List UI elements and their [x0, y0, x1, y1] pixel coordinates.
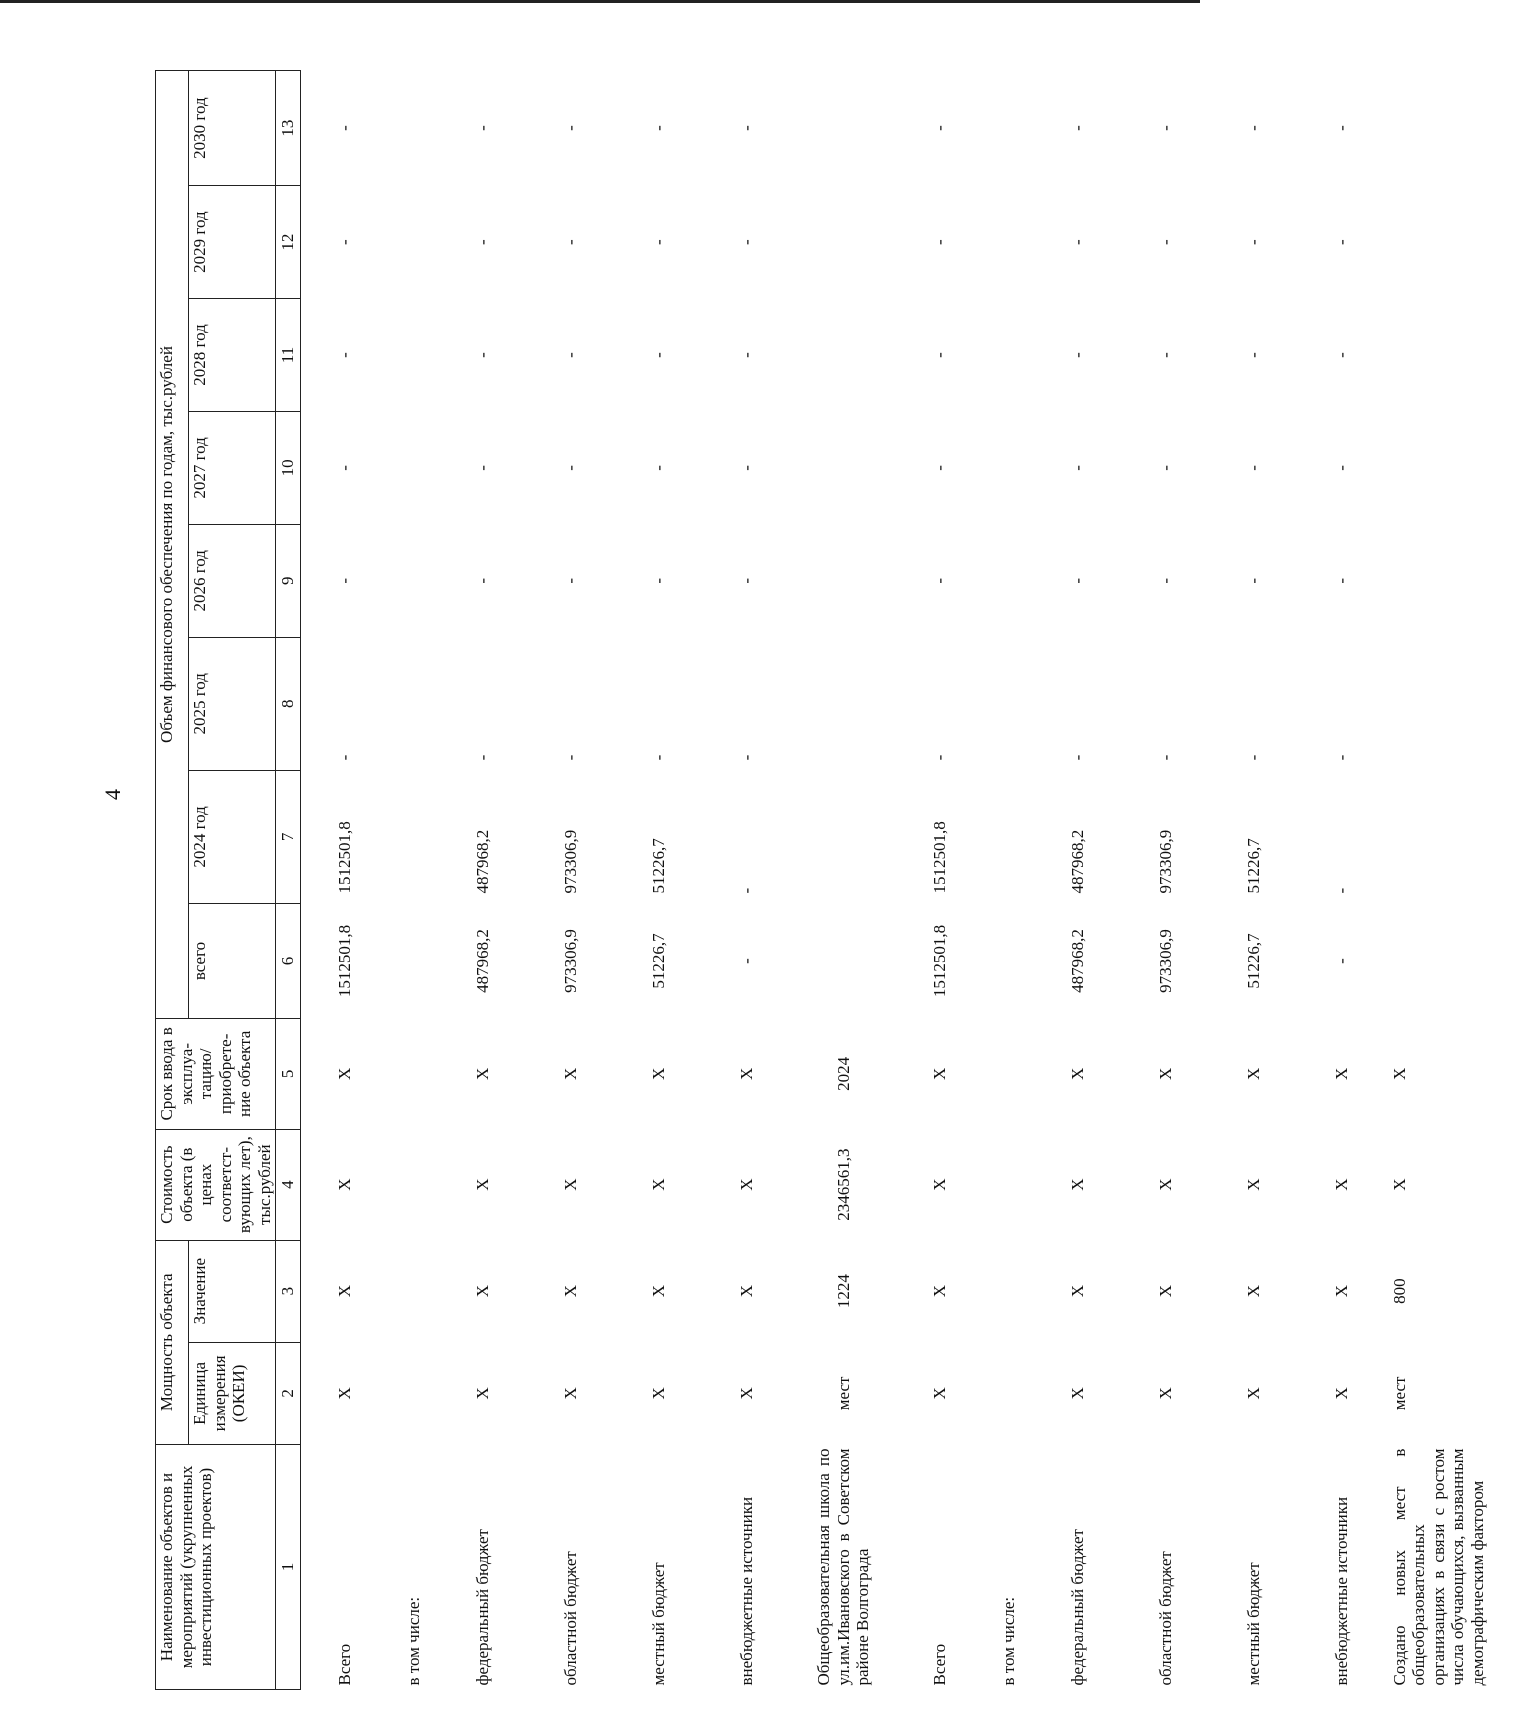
- row-2024: [791, 770, 896, 903]
- row-total: 973306,9: [561, 929, 581, 993]
- column-number: 13: [276, 71, 301, 186]
- row-value: X: [335, 1285, 355, 1298]
- row-unit: X: [1068, 1387, 1088, 1400]
- row-value: [389, 1240, 439, 1342]
- table-row: [1034, 71, 1122, 1690]
- row-2026: -: [649, 577, 669, 584]
- row-2024: [1386, 770, 1515, 903]
- column-number: 12: [276, 186, 301, 299]
- table-row: [984, 71, 1034, 1690]
- table-row: [527, 71, 615, 1690]
- row-deadline: X: [1389, 1067, 1409, 1081]
- row-2029: -: [1244, 239, 1264, 245]
- row-total: [389, 903, 439, 1018]
- row-2027: -: [649, 465, 669, 471]
- table-row: [439, 71, 527, 1690]
- row-2029: -: [737, 239, 757, 245]
- row-name: областной бюджет: [1156, 1551, 1176, 1686]
- header-year-2024: 2024 год: [189, 770, 276, 903]
- rotated-table-page: [155, 70, 1488, 1690]
- row-2028: [1386, 299, 1515, 412]
- row-name: областной бюджет: [561, 1551, 581, 1686]
- row-2030: -: [561, 125, 581, 131]
- row-cost: [984, 1129, 1034, 1240]
- row-2030: -: [1244, 125, 1264, 131]
- row-2024: [389, 770, 439, 903]
- row-2024: 973306,9: [1156, 829, 1176, 894]
- row-2028: -: [1068, 352, 1088, 358]
- row-2030: -: [473, 125, 493, 131]
- row-value: X: [737, 1285, 757, 1298]
- row-name: местный бюджет: [649, 1562, 669, 1686]
- row-2030: [984, 71, 1034, 186]
- row-2028: -: [649, 352, 669, 358]
- row-name: Всего: [335, 1643, 355, 1686]
- row-2027: -: [335, 465, 355, 471]
- row-deadline: [984, 1019, 1034, 1130]
- row-unit: X: [473, 1387, 493, 1400]
- header-object-name: Наименование объектов и мероприятий (укрупненных инвестиционных проектов): [156, 1445, 276, 1690]
- row-name: внебюджетные источники: [737, 1496, 757, 1686]
- header-row-1: [156, 71, 189, 1690]
- row-2028: [984, 299, 1034, 412]
- row-total: 1512501,8: [930, 924, 950, 998]
- row-2025: -: [1156, 754, 1176, 761]
- header-year-2026: 2026 год: [189, 524, 276, 637]
- column-number: 8: [276, 637, 301, 770]
- row-2030: -: [649, 125, 669, 131]
- row-deadline: X: [473, 1067, 493, 1081]
- row-2027: [984, 411, 1034, 524]
- column-number: 7: [276, 770, 301, 903]
- row-2028: -: [561, 352, 581, 358]
- row-2024: -: [1332, 887, 1352, 894]
- row-2026: -: [473, 577, 493, 584]
- row-2030: -: [1156, 125, 1176, 131]
- row-unit: X: [1156, 1387, 1176, 1400]
- row-2024: 487968,2: [473, 829, 493, 894]
- row-2027: -: [1156, 465, 1176, 471]
- row-2025: -: [1068, 754, 1088, 761]
- page-top-border: [0, 0, 1200, 3]
- row-2028: [389, 299, 439, 412]
- column-number: 11: [276, 299, 301, 412]
- row-total: 487968,2: [473, 929, 493, 993]
- row-2028: -: [1244, 352, 1264, 358]
- row-deadline: X: [930, 1067, 950, 1081]
- column-number: 1: [276, 1445, 301, 1690]
- row-cost: X: [1389, 1178, 1409, 1191]
- row-2026: -: [1244, 577, 1264, 584]
- row-unit: X: [561, 1387, 581, 1400]
- page-number: 4: [100, 789, 125, 800]
- row-2028: -: [1332, 352, 1352, 358]
- row-2026: -: [335, 577, 355, 584]
- row-total: 973306,9: [1156, 929, 1176, 993]
- table-row: [615, 71, 703, 1690]
- row-2025: -: [930, 754, 950, 761]
- header-year-2030: 2030 год: [189, 71, 276, 186]
- row-name: Общеобразовательная школа по ул.им.Ивановского в Советском районе Волгограда: [814, 1448, 873, 1686]
- header-deadline: Срок ввода в эксплуа-тацию/ приобрете-ние объекта: [156, 1019, 276, 1130]
- row-2024: 973306,9: [561, 829, 581, 894]
- row-unit: [984, 1342, 1034, 1444]
- row-2025: -: [335, 754, 355, 761]
- header-total: всего: [189, 903, 276, 1018]
- row-unit: мест: [1389, 1376, 1409, 1411]
- header-year-2028: 2028 год: [189, 299, 276, 412]
- column-number: 6: [276, 903, 301, 1018]
- row-total: 487968,2: [1068, 929, 1088, 993]
- row-name: федеральный бюджет: [473, 1529, 493, 1686]
- row-cost: 2346561,3: [833, 1148, 853, 1221]
- row-name: в том числе:: [999, 1596, 1019, 1686]
- row-value: X: [1156, 1285, 1176, 1298]
- table-row: [896, 71, 984, 1690]
- row-name: федеральный бюджет: [1068, 1529, 1088, 1686]
- column-number: 4: [276, 1129, 301, 1240]
- row-value: X: [1332, 1285, 1352, 1298]
- row-total: [1386, 903, 1515, 1018]
- header-year-2027: 2027 год: [189, 411, 276, 524]
- row-2029: [1386, 186, 1515, 299]
- row-2026: [389, 524, 439, 637]
- row-2027: -: [473, 465, 493, 471]
- row-2027: [389, 411, 439, 524]
- row-2029: -: [561, 239, 581, 245]
- row-2028: -: [1156, 352, 1176, 358]
- row-2030: -: [1068, 125, 1088, 131]
- row-2028: -: [930, 352, 950, 358]
- row-2026: [791, 524, 896, 637]
- row-total: 51226,7: [1244, 933, 1264, 989]
- row-2025: [1386, 637, 1515, 770]
- row-cost: X: [1068, 1178, 1088, 1191]
- column-number: 3: [276, 1240, 301, 1342]
- column-number: 10: [276, 411, 301, 524]
- row-value: 800: [1389, 1278, 1409, 1304]
- row-cost: X: [737, 1178, 757, 1191]
- row-cost: X: [561, 1178, 581, 1191]
- row-2027: -: [737, 465, 757, 471]
- row-total: 1512501,8: [335, 924, 355, 998]
- column-number: 2: [276, 1342, 301, 1444]
- row-name: в том числе:: [404, 1596, 424, 1686]
- column-number: 9: [276, 524, 301, 637]
- row-value: 1224: [833, 1274, 853, 1309]
- row-2030: -: [930, 125, 950, 131]
- row-total: -: [737, 958, 757, 964]
- table-row: [1210, 71, 1298, 1690]
- row-2024: -: [737, 887, 757, 894]
- row-2028: [791, 299, 896, 412]
- row-2027: -: [1068, 465, 1088, 471]
- row-2027: -: [561, 465, 581, 471]
- row-value: X: [1244, 1285, 1264, 1298]
- row-deadline: X: [335, 1067, 355, 1081]
- row-2030: -: [1332, 125, 1352, 131]
- row-2028: -: [473, 352, 493, 358]
- row-2028: -: [737, 352, 757, 358]
- row-name: внебюджетные источники: [1332, 1496, 1352, 1686]
- row-2024: [984, 770, 1034, 903]
- row-unit: мест: [833, 1376, 853, 1411]
- row-cost: X: [649, 1178, 669, 1191]
- row-2026: -: [1332, 577, 1352, 584]
- row-2029: [984, 186, 1034, 299]
- row-2029: -: [930, 239, 950, 245]
- row-name: Создано новых мест в общеобразовательных организациях в связи с ростом числа обучающихся, вызванным демографическим фактором: [1389, 1448, 1488, 1686]
- table-row: [1122, 71, 1210, 1690]
- row-cost: X: [930, 1178, 950, 1191]
- row-2030: [1386, 71, 1515, 186]
- row-2029: -: [1156, 239, 1176, 245]
- row-2029: -: [649, 239, 669, 245]
- row-value: X: [473, 1285, 493, 1298]
- header-funding: Объем финансового обеспечения по годам, тыс.рублей: [156, 71, 189, 1019]
- header-value: Значение: [189, 1240, 276, 1342]
- table-row: [389, 71, 439, 1690]
- row-2028: -: [335, 352, 355, 358]
- row-2029: [389, 186, 439, 299]
- row-unit: X: [1332, 1387, 1352, 1400]
- row-2030: [389, 71, 439, 186]
- row-unit: [389, 1342, 439, 1444]
- row-2026: -: [930, 577, 950, 584]
- row-2027: [791, 411, 896, 524]
- row-deadline: [389, 1019, 439, 1130]
- row-2025: [791, 637, 896, 770]
- header-year-2025: 2025 год: [189, 637, 276, 770]
- row-cost: [389, 1129, 439, 1240]
- table-row: [1386, 71, 1515, 1690]
- row-cost: X: [473, 1178, 493, 1191]
- row-2027: -: [930, 465, 950, 471]
- row-2029: -: [335, 239, 355, 245]
- row-2026: [984, 524, 1034, 637]
- row-2024: 1512501,8: [930, 821, 950, 894]
- row-2027: [1386, 411, 1515, 524]
- row-value: X: [930, 1285, 950, 1298]
- row-2030: -: [335, 125, 355, 131]
- row-2024: 51226,7: [649, 838, 669, 894]
- row-2025: -: [561, 754, 581, 761]
- row-deadline: 2024: [833, 1056, 853, 1091]
- row-2025: [984, 637, 1034, 770]
- row-2024: 1512501,8: [335, 821, 355, 894]
- row-2027: -: [1244, 465, 1264, 471]
- header-cost: Стоимость объекта (в ценах соответст-вующих лет), тыс.рублей: [156, 1129, 276, 1240]
- row-2025: -: [473, 754, 493, 761]
- header-year-2029: 2029 год: [189, 186, 276, 299]
- row-2024: 51226,7: [1244, 838, 1264, 894]
- row-total: [791, 903, 896, 1018]
- column-number: 5: [276, 1019, 301, 1130]
- row-2029: [791, 186, 896, 299]
- row-2025: -: [1244, 754, 1264, 761]
- row-cost: X: [1244, 1178, 1264, 1191]
- row-unit: X: [335, 1387, 355, 1400]
- row-unit: X: [649, 1387, 669, 1400]
- row-cost: X: [335, 1178, 355, 1191]
- row-deadline: X: [1244, 1067, 1264, 1081]
- row-total: [984, 903, 1034, 1018]
- row-2026: [1386, 524, 1515, 637]
- header-unit: Единица измерения (ОКЕИ): [189, 1342, 276, 1444]
- table-row: [1298, 71, 1386, 1690]
- row-deadline: X: [649, 1067, 669, 1081]
- row-2029: -: [1332, 239, 1352, 245]
- row-total: -: [1332, 958, 1352, 964]
- table-row: [300, 71, 389, 1690]
- row-2025: -: [649, 754, 669, 761]
- row-deadline: X: [561, 1067, 581, 1081]
- row-value: X: [1068, 1285, 1088, 1298]
- row-2025: [389, 637, 439, 770]
- row-2026: -: [561, 577, 581, 584]
- row-value: X: [649, 1285, 669, 1298]
- row-unit: X: [930, 1387, 950, 1400]
- row-name: местный бюджет: [1244, 1562, 1264, 1686]
- row-total: 51226,7: [649, 933, 669, 989]
- table-row: [703, 71, 791, 1690]
- row-2026: -: [1068, 577, 1088, 584]
- header-capacity: Мощность объекта: [156, 1240, 189, 1445]
- row-2025: -: [1332, 754, 1352, 761]
- row-cost: X: [1332, 1178, 1352, 1191]
- row-unit: X: [1244, 1387, 1264, 1400]
- row-2030: [791, 71, 896, 186]
- row-deadline: X: [737, 1067, 757, 1081]
- row-2030: -: [737, 125, 757, 131]
- row-deadline: X: [1156, 1067, 1176, 1081]
- row-2024: 487968,2: [1068, 829, 1088, 894]
- row-2026: -: [1156, 577, 1176, 584]
- table-row: [791, 71, 896, 1690]
- row-2027: -: [1332, 465, 1352, 471]
- row-deadline: X: [1332, 1067, 1352, 1081]
- row-2025: -: [737, 754, 757, 761]
- row-2026: -: [737, 577, 757, 584]
- row-2029: -: [1068, 239, 1088, 245]
- row-value: [984, 1240, 1034, 1342]
- row-value: X: [561, 1285, 581, 1298]
- row-unit: X: [737, 1387, 757, 1400]
- financing-table: [155, 70, 1515, 1690]
- row-2029: -: [473, 239, 493, 245]
- row-name: Всего: [930, 1643, 950, 1686]
- column-numbers-row: [276, 71, 301, 1690]
- row-cost: X: [1156, 1178, 1176, 1191]
- row-deadline: X: [1068, 1067, 1088, 1081]
